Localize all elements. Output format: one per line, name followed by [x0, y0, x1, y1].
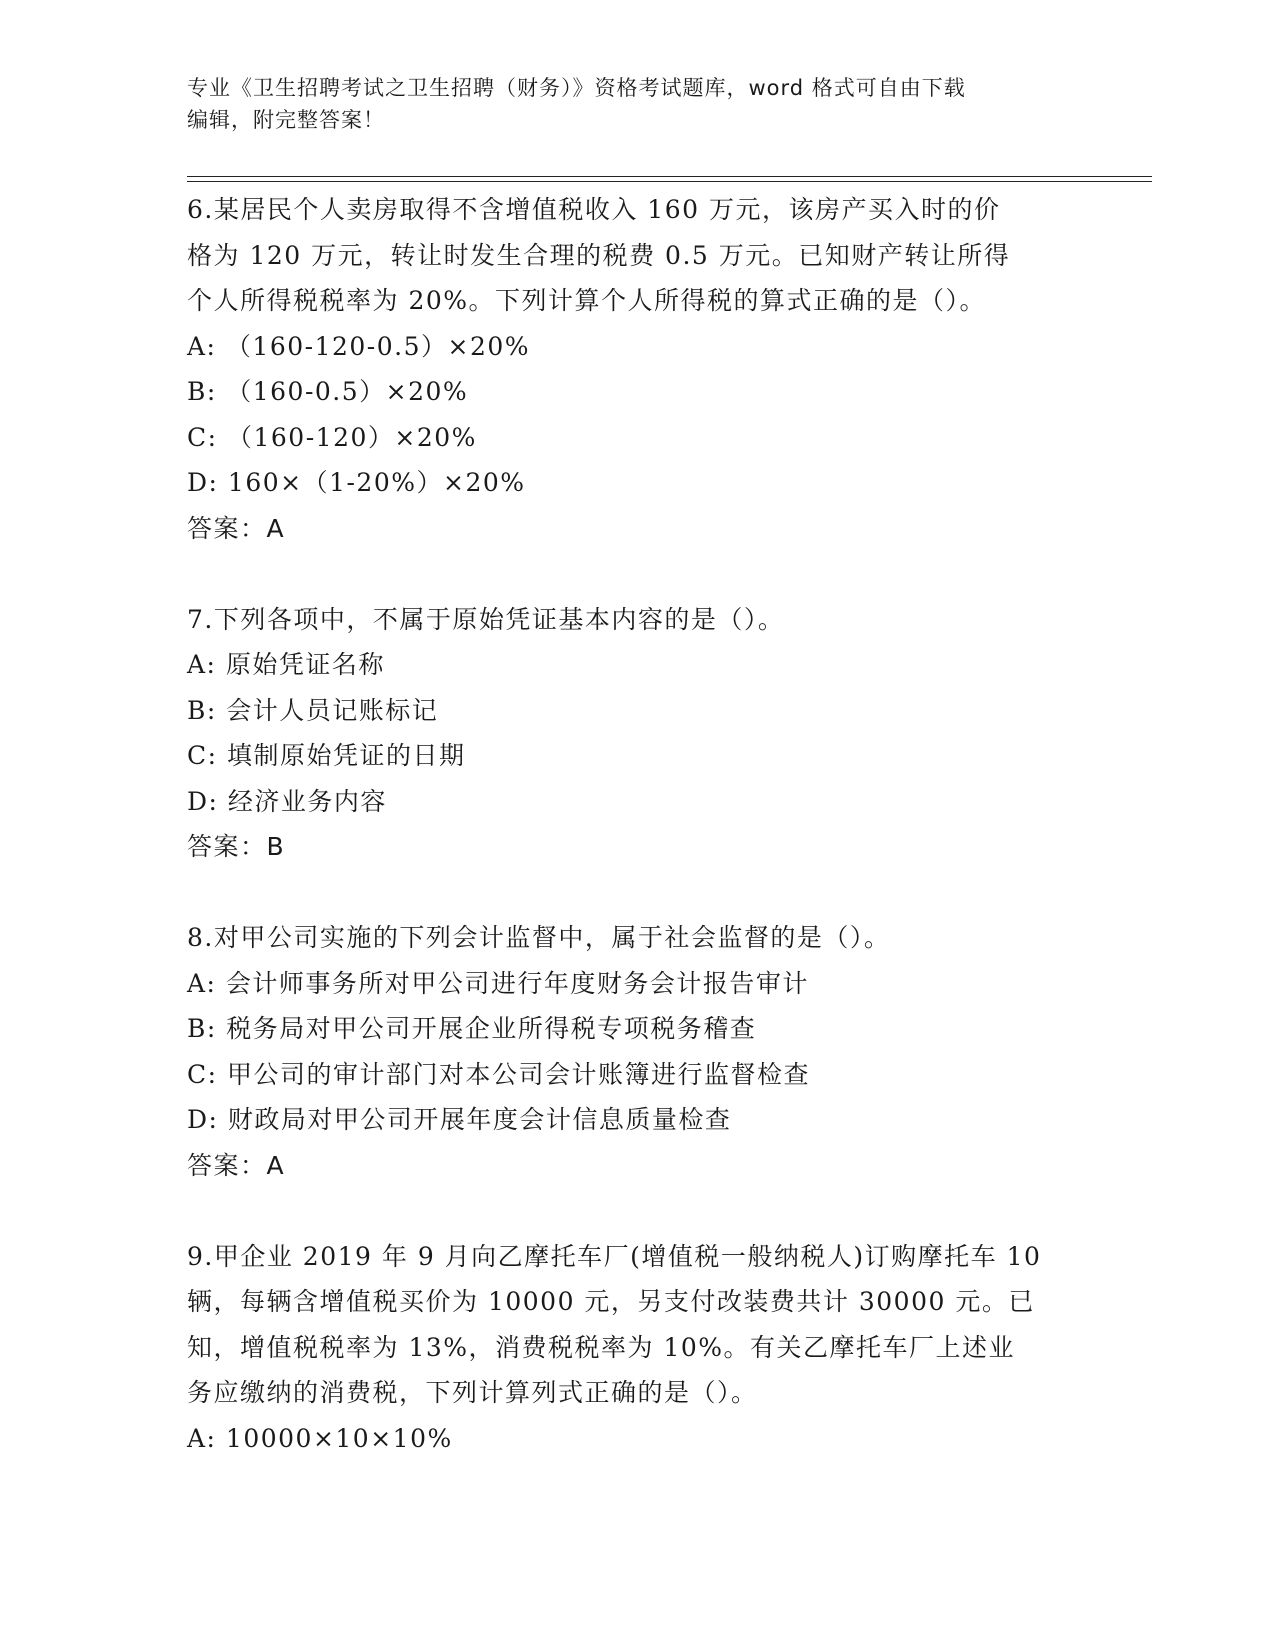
- question-stem-line: 7.下列各项中，不属于原始凭证基本内容的是（）。: [187, 604, 785, 634]
- question-list: [187, 187, 1087, 1461]
- option-d: D: 经济业务内容: [187, 786, 387, 816]
- question-stem-line: 格为 120 万元，转让时发生合理的税费 0.5 万元。已知财产转让所得: [187, 240, 1011, 270]
- header-line-2: 编辑，附完整答案！: [187, 108, 385, 132]
- header-divider-bottom: [187, 181, 1152, 182]
- option-d: D: 160×（1-20%）×20%: [187, 468, 526, 497]
- question-stem-line: 8.对甲公司实施的下列会计监督中，属于社会监督的是（）。: [187, 923, 891, 952]
- question-6: [187, 187, 1087, 551]
- option-a: A: 10000×10×10%: [187, 1423, 453, 1453]
- question-9: [187, 1234, 1087, 1462]
- answer-label: 答案：A: [187, 1150, 286, 1180]
- option-a: A: 会计师事务所对甲公司进行年度财务会计报告审计: [187, 968, 809, 998]
- question-stem-line: 个人所得税税率为 20%。下列计算个人所得税的算式正确的是（）。: [187, 286, 987, 315]
- question-stem-line: 辆，每辆含增值税买价为 10000 元，另支付改装费共计 30000 元。已: [187, 1287, 1035, 1316]
- answer-label: 答案：A: [187, 513, 286, 543]
- option-c: C: 甲公司的审计部门对本公司会计账簿进行监督检查: [187, 1059, 811, 1089]
- option-d: D: 财政局对甲公司开展年度会计信息质量检查: [187, 1105, 732, 1134]
- header-line-1: 专业《卫生招聘考试之卫生招聘（财务）》资格考试题库，word 格式可自由下载: [187, 76, 966, 100]
- option-c: C: （160-120）×20%: [187, 422, 477, 452]
- question-stem-line: 务应缴纳的消费税，下列计算列式正确的是（）。: [187, 1378, 758, 1407]
- option-a: A: （160-120-0.5）×20%: [187, 331, 531, 361]
- option-a: A: 原始凭证名称: [187, 650, 385, 679]
- answer-label: 答案：B: [187, 832, 286, 861]
- question-stem-line: 6.某居民个人卖房取得不含增值税收入 160 万元，该房产买入时的价: [187, 195, 1001, 224]
- option-b: B: 会计人员记账标记: [187, 695, 439, 725]
- question-spacer: [187, 551, 1087, 597]
- question-spacer: [187, 1188, 1087, 1234]
- document-header: [187, 72, 1087, 136]
- question-8: [187, 915, 1087, 1188]
- option-b: B: 税务局对甲公司开展企业所得税专项税务稽查: [187, 1014, 757, 1043]
- question-spacer: [187, 870, 1087, 916]
- question-7: [187, 597, 1087, 870]
- option-b: B: （160-0.5）×20%: [187, 377, 469, 406]
- header-divider-top: [187, 176, 1152, 177]
- option-c: C: 填制原始凭证的日期: [187, 741, 466, 770]
- question-stem-line: 9.甲企业 2019 年 9 月向乙摩托车厂(增值税一般纳税人)订购摩托车 10: [187, 1241, 1042, 1271]
- question-stem-line: 知，增值税税率为 13%，消费税税率为 10%。有关乙摩托车厂上述业: [187, 1332, 1016, 1362]
